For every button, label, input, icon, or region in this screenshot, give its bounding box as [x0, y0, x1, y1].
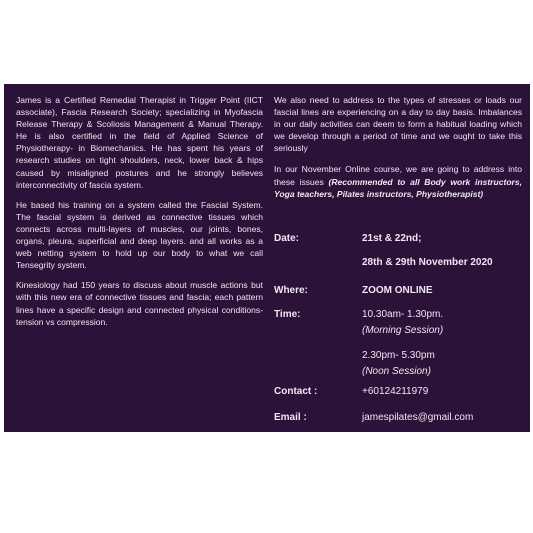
left-column [16, 94, 263, 336]
contact-label: Contact : [274, 386, 318, 397]
course-text: In our November Online course, we are going to address into these issues [274, 164, 522, 187]
date-value-1: 21st & 22nd; [362, 233, 422, 244]
where-label: Where: [274, 285, 308, 296]
right-column [274, 94, 523, 423]
kinesiology-paragraph: Kinesiology had 150 years to discuss about muscle actions but with this new era of connective tissues and fascia; each pattern lines have a specific design and connected physical conditions- tension vs compression. [16, 280, 263, 327]
recommended-audience: (Recommended to all Body work instructors, Yoga teachers, Pilates instructors, Physiotherapist) [274, 176, 523, 199]
where-value: ZOOM ONLINE [362, 285, 433, 296]
email-label: Email : [274, 412, 307, 423]
time-label: Time: [274, 309, 301, 320]
time-note-2: (Noon Session) [362, 366, 431, 377]
info-card [4, 84, 530, 432]
time-value-2: 2.30pm- 5.30pm [362, 350, 435, 361]
bio-paragraph: James is a Certified Remedial Therapist in Trigger Point (IICT associate), Fascia Research Society; specializing in Myofascia Release Therapy & Scoliosis Management & Manual Therapy. He is also certified in the field of Applied Science of Physiotherapy- in Biomechanics. He has spent his years of research studies on tight shoulders, neck, lower back & hips caused by misaligned postures and he strongly believes interconnectivity of fascia system. [16, 95, 263, 190]
contact-value: +60124211979 [362, 386, 429, 397]
course-paragraph [274, 163, 522, 199]
time-note-1: (Morning Session) [362, 325, 444, 336]
date-value-2: 28th & 29th November 2020 [362, 257, 493, 268]
fascial-system-paragraph: He based his training on a system called the Fascial System. The fascial system is derived as connective tissues which connects across multi-layers of muscles, our joints, bones, organs, pleura, superficial and deep layers. and all works as a web netting system to hold up our body to what we call Tensegrity system. [16, 199, 263, 271]
date-label: Date: [274, 233, 300, 244]
stresses-paragraph: We also need to address to the types of stresses or loads our fascial lines are experiencing on a day to day basis. Imbalances in our daily activities can deem to form a habitual loading which we develop through a period of time and we ought to take this seriously [274, 95, 522, 154]
email-value: jamespilates@gmail.com [362, 412, 474, 423]
time-value-1: 10.30am- 1.30pm. [362, 309, 444, 320]
